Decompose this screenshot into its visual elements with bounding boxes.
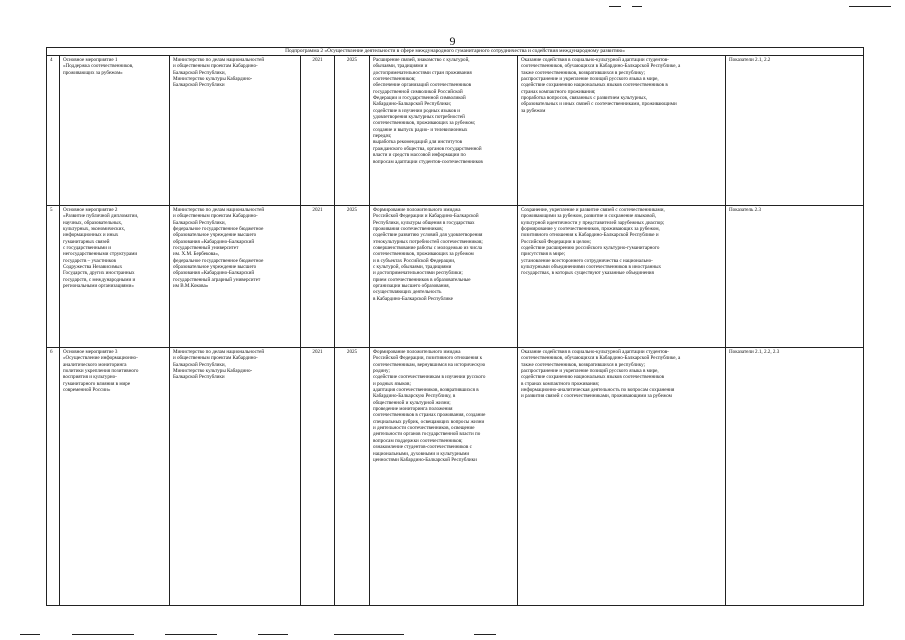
executor-line: Балкарской Республики: [173, 374, 225, 381]
consequences-line: установление всестороннего сотрудничества с национально-: [521, 257, 653, 264]
event-name-line: Основное мероприятие 1: [63, 57, 118, 63]
event-name-line: современной России»: [63, 387, 111, 394]
consequences-line: также соотечественников, возвратившихся в республику;: [521, 361, 646, 368]
table-row: [47, 206, 864, 348]
consequences-line: культурными объединениями соотечественников в иностранных: [521, 264, 662, 271]
consequences-line: проживающими за рубежом, развитие и сохранение языковой,: [521, 213, 657, 220]
expected-results-line: Формирование положительного имиджа: [373, 207, 461, 213]
event-name-line: государств, с международными и: [63, 276, 136, 283]
expected-results-line: Кабардино-Балкарской Республики;: [373, 101, 452, 108]
consequences-line: содействие расширению российского культурно-гуманитарного: [521, 245, 660, 252]
expected-results-line: Кабардино-Балкарскую Республику, в: [373, 393, 456, 400]
consequences-line: позитивного отношения к Кабардино-Балкарской Республике и: [521, 232, 659, 239]
expected-results-line: специальных рубрик, освещающих вопросы жизни: [373, 418, 485, 425]
bottom-scan-mark-5: [334, 634, 404, 635]
expected-results-line: родину;: [373, 368, 390, 375]
expected-results-line: Российской Федерации, позитивного отношения к: [373, 355, 483, 362]
event-name-line: восприятия и культурно-: [63, 374, 117, 381]
indicators-cell: Показатели 2.1, 2.2: [726, 56, 864, 206]
consequences-line: и развития связей с соотечественниками, проживающими за рубежом: [521, 393, 672, 400]
event-name-line: Основное мероприятие 3: [63, 349, 118, 355]
expected-results-line: и достопримечательностями республики;: [373, 270, 463, 277]
executor-line: федеральное государственное бюджетное: [173, 257, 264, 264]
consequences-line: Оказание содействия в социально-культурной адаптации студентов-: [521, 57, 669, 63]
consequences-line: содействие сохранению национальных языков соотечественников в: [521, 82, 668, 89]
executor-line: образовательное учреждение высшего: [173, 264, 257, 271]
expected-results-line: соотечественникам, вернувшимся на историческую: [373, 361, 486, 368]
bottom-scan-mark-6: [474, 634, 496, 635]
event-name-line: государств – участников: [63, 257, 116, 264]
event-name-line: гуманитарного влияния в мире: [63, 380, 131, 387]
indicators-cell: Показатель 2.3: [726, 206, 864, 348]
expected-results-line: проведение мониторинга положения: [373, 406, 453, 413]
executor-cell: [170, 348, 301, 606]
consequences-line: также соотечественников, возвратившихся в республику;: [521, 69, 646, 76]
executor-line: Министерство культуры Кабардино-: [173, 368, 253, 375]
consequences-line: Сохранение, укрепление и развитие связей с соотечественниками,: [521, 207, 665, 213]
expected-results-line: с культурой, обычаями, традициями: [373, 264, 452, 271]
event-name-line: «Осуществление информационно-: [63, 355, 138, 362]
expected-results-line: власти и средств массовой информации по: [373, 152, 466, 159]
subprogram-header: Подпрограмма 2 «Осуществление деятельности в сфере международного гуманитарного сотрудничества и содействия международному развитию»: [47, 48, 864, 56]
expected-results-line: содействие развитию условий для удовлетворения: [373, 232, 483, 239]
expected-results-line: и деятельности соотечественников, освещение: [373, 425, 475, 432]
consequences-line: распространение и укрепление позиций русского языка в мире,: [521, 76, 659, 83]
page-number: 9: [449, 34, 456, 48]
expected-results-line: выработка рекомендаций для институтов: [373, 139, 463, 146]
expected-results-line: и в субъектах Российской Федерации,: [373, 257, 456, 264]
row-number-cell: 5: [47, 206, 60, 348]
event-name-cell: [60, 206, 170, 348]
expected-results-line: соотечественников, проживающих за рубежом: [373, 251, 474, 258]
expected-results-line: удовлетворения культурных потребностей: [373, 114, 465, 121]
expected-results-line: национальными, духовными и культурными: [373, 450, 470, 457]
executor-line: Министерство культуры Кабардино-: [173, 76, 253, 83]
consequences-cell: [518, 56, 726, 206]
subprogram-header-row: [47, 48, 864, 56]
bottom-scan-mark-1: [20, 634, 40, 635]
consequences-line: Российской Федерации в целом;: [521, 238, 592, 245]
executor-line: Балкарской Республики,: [173, 69, 226, 76]
event-name-line: негосударственными структурами: [63, 251, 138, 258]
event-name-line: проживающих за рубежом»: [63, 69, 123, 76]
expected-results-line: Расширение связей, знакомство с культурой,: [373, 57, 470, 63]
expected-results-line: государственной символикой Российской: [373, 88, 463, 95]
executor-line: Балкарской Республики,: [173, 361, 226, 368]
expected-results-line: осуществляющих деятельность: [373, 289, 442, 296]
start-year-cell: 2021: [301, 348, 335, 606]
expected-results-line: содействие в изучении родных языков и: [373, 107, 460, 114]
expected-results-line: передач;: [373, 133, 392, 140]
expected-results-line: создание и выпуск радио- и телевизионных: [373, 126, 468, 133]
consequences-line: Оказание содействия в социально-культурной адаптации студентов-: [521, 349, 669, 355]
executor-line: образования «Кабардино-Балкарский: [173, 270, 255, 277]
event-name-line: региональными организациями»: [63, 283, 134, 290]
expected-results-line: обеспечение организаций соотечественников: [373, 82, 472, 89]
consequences-line: соотечественников, обучающихся в Кабардино-Балкарской Республике, а: [521, 63, 681, 70]
top-scan-mark-2: [632, 6, 642, 7]
start-year-cell: 2021: [301, 56, 335, 206]
bottom-scan-mark-4: [258, 634, 288, 635]
expected-results-line: совершенствование работы с молодежью из числа: [373, 245, 483, 252]
executor-line: Министерство по делам национальностей: [173, 349, 265, 355]
executor-line: образования «Кабардино-Балкарский: [173, 238, 255, 245]
row-number-cell: 4: [47, 56, 60, 206]
consequences-line: за рубежом: [521, 107, 546, 114]
expected-results-line: соотечественников;: [373, 76, 416, 83]
expected-results-cell: [370, 56, 518, 206]
expected-results-line: Формирование положительного имиджа: [373, 349, 461, 355]
consequences-line: формирование у соотечественников, проживающих за рубежом,: [521, 226, 660, 233]
executor-cell: [170, 206, 301, 348]
row-number-cell: 6: [47, 348, 60, 606]
event-name-cell: [60, 348, 170, 606]
executor-line: им. Х.М. Бербекова»,: [173, 251, 220, 258]
event-name-line: информационных и иных: [63, 232, 119, 239]
consequences-line: в странах компактного проживания;: [521, 380, 600, 387]
consequences-line: проработка вопросов, связанных с развитием культурных,: [521, 95, 648, 102]
program-events-table: [46, 47, 864, 606]
consequences-line: государствах, в которых существуют указанные объединения: [521, 270, 654, 277]
expected-results-line: проживания соотечественников;: [373, 226, 444, 233]
expected-results-line: прием соотечественников в образовательные: [373, 276, 471, 283]
expected-results-line: соотечественников, проживающих за рубежом;: [373, 120, 476, 127]
consequences-line: распространение и укрепление позиций русского языка в мире,: [521, 368, 659, 375]
consequences-line: соотечественников, обучающихся в Кабардино-Балкарской Республике, а: [521, 355, 681, 362]
expected-results-line: организации высшего образования,: [373, 283, 450, 290]
table-row: [47, 56, 864, 206]
consequences-line: содействие сохранению национальных языков соотечественников: [521, 374, 665, 381]
expected-results-cell: [370, 348, 518, 606]
executor-line: федеральное государственное бюджетное: [173, 226, 264, 233]
expected-results-line: ценностями Кабардино-Балкарской Республики: [373, 456, 477, 463]
executor-line: Министерство по делам национальностей: [173, 57, 265, 63]
executor-line: государственный университет: [173, 245, 239, 252]
event-name-line: с государственными и: [63, 245, 111, 252]
event-name-line: «Развитие публичной дипломатии,: [63, 213, 139, 220]
expected-results-cell: [370, 206, 518, 348]
consequences-cell: [518, 206, 726, 348]
expected-results-line: и родных языков;: [373, 380, 411, 387]
executor-line: государственный аграрный университет: [173, 276, 261, 283]
executor-cell: [170, 56, 301, 206]
bottom-scan-mark-2: [72, 634, 134, 635]
executor-line: Балкарской Республики: [173, 82, 225, 89]
executor-line: им В.М.Кокова»: [173, 283, 209, 290]
event-name-line: Основное мероприятие 2: [63, 207, 118, 213]
event-name-line: политики укрепления позитивного: [63, 368, 139, 375]
expected-results-line: ознакомление студентов-соотечественников с: [373, 444, 472, 451]
expected-results-line: вопросам адаптации студентов-соотечественников: [373, 158, 483, 165]
end-year-cell: 2025: [335, 56, 370, 206]
expected-results-line: в Кабардино-Балкарской Республике: [373, 295, 453, 302]
executor-line: образовательное учреждение высшего: [173, 232, 257, 239]
expected-results-line: содействие соотечественникам в изучении русского: [373, 374, 486, 381]
expected-results-line: вопросам поддержки соотечественников;: [373, 437, 463, 444]
event-name-line: аналитического мониторинга: [63, 361, 127, 368]
executor-line: Балкарской Республики,: [173, 219, 226, 226]
consequences-line: культурной идентичности у представителей зарубежных диаспор;: [521, 219, 665, 226]
expected-results-line: гражданского общества, органов государственной: [373, 145, 482, 152]
consequences-line: образовательных и иных связей с соотечественниками, проживающими: [521, 101, 677, 108]
expected-results-line: соотечественников в странах проживания, создание: [373, 412, 486, 419]
expected-results-line: Российской Федерации и Кабардино-Балкарской: [373, 213, 479, 220]
consequences-line: присутствия в мире;: [521, 251, 566, 258]
consequences-line: информационно-аналитическая деятельность по вопросам сохранения: [521, 387, 675, 394]
executor-line: и общественным проектам Кабардино-: [173, 355, 258, 362]
expected-results-line: достопримечательностями стран проживания: [373, 69, 472, 76]
expected-results-line: Республики, культуры общения в государствах: [373, 219, 475, 226]
indicators-cell: Показатели 2.1, 2.2, 2.3: [726, 348, 864, 606]
table-row: [47, 348, 864, 606]
event-name-line: культурных, экономических,: [63, 226, 126, 233]
event-name-line: Государств, других иностранных: [63, 270, 135, 277]
bottom-scan-mark-3: [165, 634, 217, 635]
event-name-line: Содружества Независимых: [63, 264, 123, 271]
event-name-line: «Поддержка соотечественников,: [63, 63, 134, 70]
event-name-line: научных, образовательных,: [63, 219, 123, 226]
expected-results-line: этнокультурных потребностей соотечественников;: [373, 238, 483, 245]
expected-results-line: адаптация соотечественников, возвратившихся в: [373, 387, 479, 394]
expected-results-line: Федерации и государственной символикой: [373, 95, 466, 102]
expected-results-line: обычаями, традициями и: [373, 63, 428, 70]
event-name-line: гуманитарных связей: [63, 238, 110, 245]
expected-results-line: общественной и культурной жизни;: [373, 399, 451, 406]
event-name-cell: [60, 56, 170, 206]
executor-line: и общественным проектам Кабардино-: [173, 63, 258, 70]
consequences-cell: [518, 348, 726, 606]
executor-line: и общественным проектам Кабардино-: [173, 213, 258, 220]
top-scan-mark-1: [609, 6, 621, 7]
consequences-line: странах компактного проживания;: [521, 88, 596, 95]
end-year-cell: 2025: [335, 348, 370, 606]
end-year-cell: 2025: [335, 206, 370, 348]
executor-line: Министерство по делам национальностей: [173, 207, 265, 213]
expected-results-line: деятельности органов государственной власти по: [373, 431, 481, 438]
start-year-cell: 2021: [301, 206, 335, 348]
top-scan-mark-3: [849, 6, 891, 7]
